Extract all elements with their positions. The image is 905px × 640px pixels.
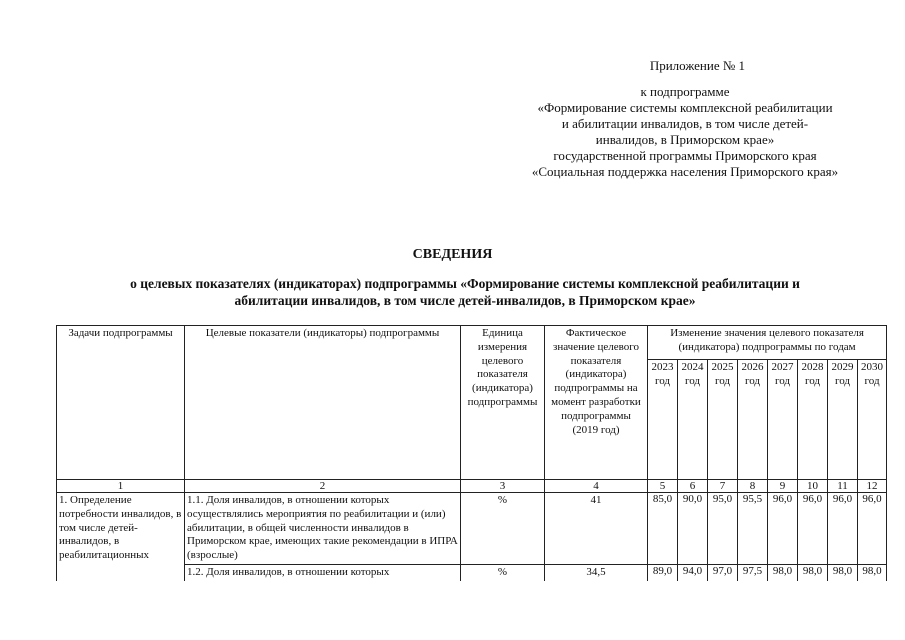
header-year: 2027 год bbox=[768, 360, 798, 480]
value-cell: 97,5 bbox=[738, 564, 768, 580]
appendix-number: Приложение № 1 bbox=[649, 58, 745, 73]
actual-cell: 34,5 bbox=[545, 564, 648, 580]
value-cell: 98,0 bbox=[798, 564, 828, 580]
column-number: 2 bbox=[185, 480, 461, 493]
appendix-line: к подпрограмме bbox=[640, 84, 730, 99]
header-tasks: Задачи подпрограммы bbox=[57, 326, 185, 480]
value-cell: 94,0 bbox=[678, 564, 708, 580]
value-cell: 98,0 bbox=[858, 564, 887, 580]
appendix-lines bbox=[485, 84, 885, 180]
header-unit: Единица измерения целевого показателя (индикатора) подпрограммы bbox=[461, 326, 545, 480]
task-cell: 1. Определение потребности инвалидов, в том числе детей-инвалидов, в реабилитационных bbox=[57, 493, 185, 581]
value-cell: 98,0 bbox=[828, 564, 858, 580]
document-subtitle bbox=[40, 275, 890, 309]
indicator-cell: 1.1. Доля инвалидов, в отношении которых осуществлялись мероприятия по реабилитации и (или) абилитации, в общей численности инвалидов в Приморском крае, имеющих такие рекомендации в ИПРА (взрослые) bbox=[185, 493, 461, 565]
value-cell: 96,0 bbox=[858, 493, 887, 565]
column-number: 9 bbox=[768, 480, 798, 493]
appendix-block bbox=[485, 58, 885, 180]
value-cell: 97,0 bbox=[708, 564, 738, 580]
header-change: Изменение значения целевого показателя (индикатора) подпрограммы по годам bbox=[648, 326, 887, 360]
actual-cell: 41 bbox=[545, 493, 648, 565]
subtitle-line: о целевых показателях (индикаторах) подпрограммы «Формирование системы комплексной реабилитации и bbox=[130, 276, 800, 291]
indicators-table bbox=[56, 325, 887, 581]
value-cell: 90,0 bbox=[678, 493, 708, 565]
column-number: 4 bbox=[545, 480, 648, 493]
value-cell: 95,0 bbox=[708, 493, 738, 565]
column-number: 1 bbox=[57, 480, 185, 493]
header-year: 2024 год bbox=[678, 360, 708, 480]
header-indicators: Целевые показатели (индикаторы) подпрограммы bbox=[185, 326, 461, 480]
column-number: 12 bbox=[858, 480, 887, 493]
column-number: 8 bbox=[738, 480, 768, 493]
column-number: 11 bbox=[828, 480, 858, 493]
column-numbers-row bbox=[57, 480, 887, 493]
column-number: 3 bbox=[461, 480, 545, 493]
header-year: 2026 год bbox=[738, 360, 768, 480]
value-cell: 96,0 bbox=[798, 493, 828, 565]
indicator-cell: 1.2. Доля инвалидов, в отношении которых bbox=[185, 564, 461, 580]
subtitle-line: абилитации инвалидов, в том числе детей-инвалидов, в Приморском крае» bbox=[234, 293, 696, 308]
value-cell: 98,0 bbox=[768, 564, 798, 580]
header-year: 2028 год bbox=[798, 360, 828, 480]
header-year: 2023 год bbox=[648, 360, 678, 480]
header-actual: Фактическое значение целевого показателя (индикатора) подпрограммы на момент разработки подпрограммы (2019 год) bbox=[545, 326, 648, 480]
appendix-line: «Формирование системы комплексной реабилитации bbox=[537, 100, 833, 115]
appendix-line: государственной программы Приморского края bbox=[553, 148, 817, 163]
column-number: 7 bbox=[708, 480, 738, 493]
document-title: СВЕДЕНИЯ bbox=[412, 247, 493, 262]
column-number: 5 bbox=[648, 480, 678, 493]
header-year: 2030 год bbox=[858, 360, 887, 480]
unit-cell: % bbox=[461, 493, 545, 565]
column-number: 10 bbox=[798, 480, 828, 493]
appendix-line: и абилитации инвалидов, в том числе детей- bbox=[561, 116, 809, 131]
header-year: 2029 год bbox=[828, 360, 858, 480]
value-cell: 96,0 bbox=[768, 493, 798, 565]
unit-cell: % bbox=[461, 564, 545, 580]
value-cell: 96,0 bbox=[828, 493, 858, 565]
column-number: 6 bbox=[678, 480, 708, 493]
appendix-line: «Социальная поддержка населения Приморского края» bbox=[531, 164, 839, 179]
value-cell: 95,5 bbox=[738, 493, 768, 565]
table-row bbox=[57, 493, 887, 565]
appendix-line: инвалидов, в Приморском крае» bbox=[595, 132, 775, 147]
value-cell: 89,0 bbox=[648, 564, 678, 580]
value-cell: 85,0 bbox=[648, 493, 678, 565]
header-year: 2025 год bbox=[708, 360, 738, 480]
